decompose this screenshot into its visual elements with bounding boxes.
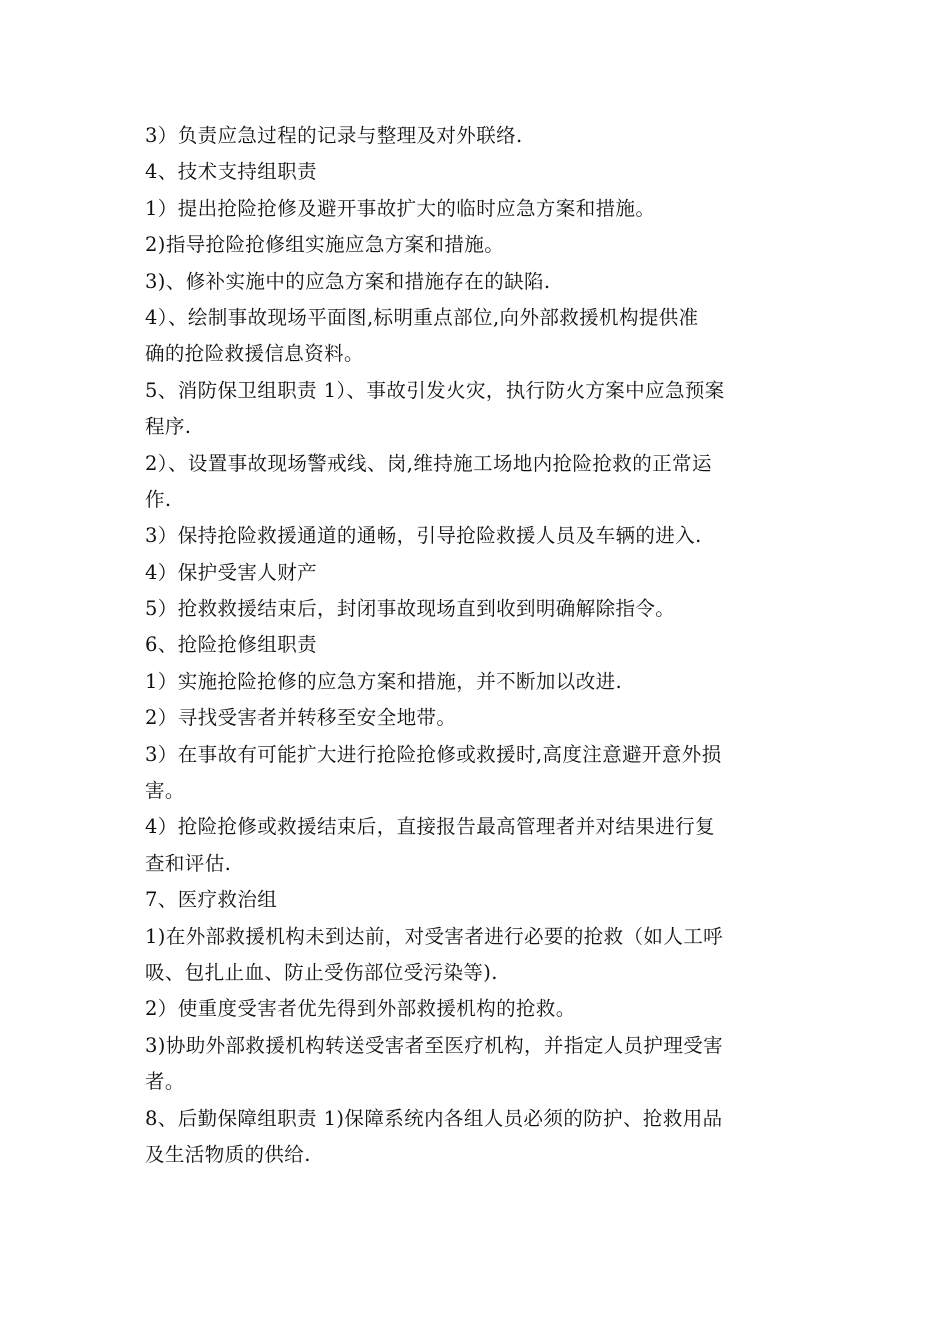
text-line: 害。 [145, 779, 185, 803]
section-heading: 7、医疗救治组 [145, 888, 278, 912]
text-line: 3)协助外部救援机构转送受害者至医疗机构，并指定人员护理受害 [145, 1033, 724, 1057]
section-heading: 6、抢险抢修组职责 [145, 633, 318, 657]
text-line: 2)指导抢险抢修组实施应急方案和措施。 [145, 233, 505, 257]
text-line: 程序. [145, 415, 192, 439]
text-line: 4）保护受害人财产 [145, 560, 318, 584]
text-line: 及生活物质的供给. [145, 1142, 311, 1166]
text-line: 3)、修补实施中的应急方案和措施存在的缺陷. [145, 269, 551, 293]
text-line: 作. [145, 487, 172, 511]
text-line: 吸、包扎止血、防止受伤部位受污染等). [145, 960, 498, 984]
text-line: 2）寻找受害者并转移至安全地带。 [145, 706, 457, 730]
text-line: 5）抢救救援结束后，封闭事故现场直到收到明确解除指令。 [145, 597, 676, 621]
text-line: 1)在外部救援机构未到达前，对受害者进行必要的抢救（如人工呼 [145, 924, 724, 948]
text-line: 2）、设置事故现场警戒线、岗,维持施工场地内抢险抢救的正常运 [145, 451, 712, 475]
text-line: 确的抢险救援信息资料。 [145, 342, 364, 366]
text-line: 4）、绘制事故现场平面图,标明重点部位,向外部救援机构提供准 [145, 305, 699, 329]
text-line: 2）使重度受害者优先得到外部救援机构的抢救。 [145, 997, 576, 1021]
section-heading: 8、后勤保障组职责 1)保障系统内各组人员必须的防护、抢救用品 [145, 1106, 723, 1130]
text-line: 3）负责应急过程的记录与整理及对外联络. [145, 124, 523, 147]
text-line: 3）保持抢险救援通道的通畅，引导抢险救援人员及车辆的进入. [145, 524, 702, 548]
text-line: 1）提出抢险抢修及避开事故扩大的临时应急方案和措施。 [145, 196, 656, 220]
text-line: 4）抢险抢修或救援结束后，直接报告最高管理者并对结果进行复 [145, 815, 716, 839]
document-body [145, 118, 805, 1173]
text-line: 者。 [145, 1070, 185, 1094]
text-line: 1）实施抢险抢修的应急方案和措施，并不断加以改进. [145, 669, 623, 693]
section-heading: 4、技术支持组职责 [145, 160, 318, 184]
text-line: 查和评估. [145, 851, 232, 875]
text-line: 3）在事故有可能扩大进行抢险抢修或救援时,高度注意避开意外损 [145, 742, 722, 766]
section-heading: 5、消防保卫组职责 1）、事故引发火灾，执行防火方案中应急预案 [145, 378, 725, 402]
